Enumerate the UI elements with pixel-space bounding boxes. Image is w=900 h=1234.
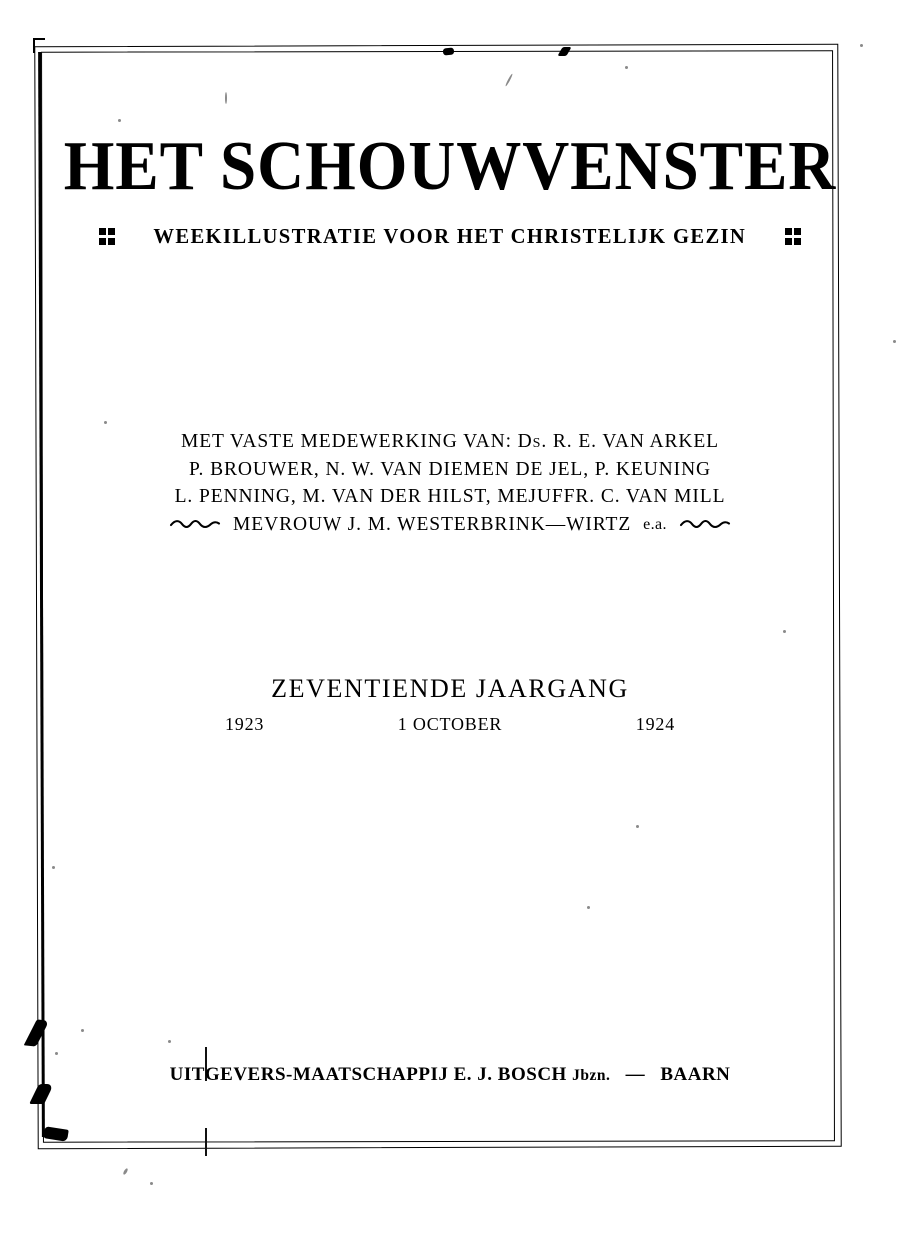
contributors-line-4-text: MEVROUW J. M. WESTERBRINK—WIRTZ	[233, 513, 632, 535]
contributors-line-3: L. PENNING, M. VAN DER HILST, MEJUFFR. C. VAN MILL	[174, 486, 726, 507]
scan-speck	[225, 92, 227, 104]
contributors-block	[0, 428, 900, 538]
scan-speck	[55, 1052, 58, 1055]
scan-speck	[81, 1029, 84, 1032]
scan-speck	[52, 866, 55, 869]
masthead	[0, 128, 900, 249]
scan-speck	[636, 825, 639, 828]
page-title: HET SCHOUWVENSTER	[63, 128, 837, 205]
scan-speck	[625, 66, 628, 69]
corner-mark-vertical	[33, 38, 35, 53]
corner-mark-horizontal	[33, 38, 45, 40]
scan-speck	[783, 630, 786, 633]
scan-speck	[168, 1040, 171, 1043]
scan-speck	[104, 421, 107, 424]
volume-block	[0, 674, 900, 735]
scan-speck	[150, 1182, 153, 1185]
square-block-ornament-right-icon	[785, 228, 802, 245]
ink-blot	[443, 47, 455, 55]
publisher-imprint	[0, 1064, 900, 1086]
wavy-flourish-right-icon	[679, 517, 731, 531]
scan-speck	[587, 906, 590, 909]
volume-year-end: 1924	[635, 714, 675, 734]
registration-mark-lower	[205, 1128, 207, 1156]
publisher-city: BAARN	[660, 1064, 731, 1085]
wavy-flourish-left-icon	[169, 517, 221, 531]
page-subtitle: WEEKILLUSTRATIE VOOR HET CHRISTELIJK GEZIN	[153, 224, 747, 248]
contributors-line-1: MET VASTE MEDEWERKING VAN: Ds. R. E. VAN ARKEL	[181, 431, 719, 452]
square-block-ornament-left-icon	[99, 228, 116, 245]
contributors-line-4-suffix: e.a.	[643, 515, 667, 533]
scan-speck	[860, 44, 863, 47]
contributors-line-4	[0, 511, 900, 539]
date-line	[0, 714, 900, 735]
scan-speck	[118, 119, 121, 122]
scan-speck	[893, 340, 896, 343]
publisher-name: UITGEVERS-MAATSCHAPPIJ E. J. BOSCH	[169, 1064, 567, 1085]
imprint-separator: —	[625, 1064, 646, 1085]
subtitle-row	[0, 224, 900, 249]
contributors-line-2: P. BROUWER, N. W. VAN DIEMEN DE JEL, P. KEUNING	[188, 458, 712, 480]
volume-label: ZEVENTIENDE JAARGANG	[271, 674, 629, 703]
publisher-suffix: Jbzn.	[572, 1067, 611, 1084]
issue-date: 1 OCTOBER	[397, 714, 503, 734]
scan-speck	[122, 1168, 128, 1176]
volume-year-start: 1923	[225, 714, 265, 734]
